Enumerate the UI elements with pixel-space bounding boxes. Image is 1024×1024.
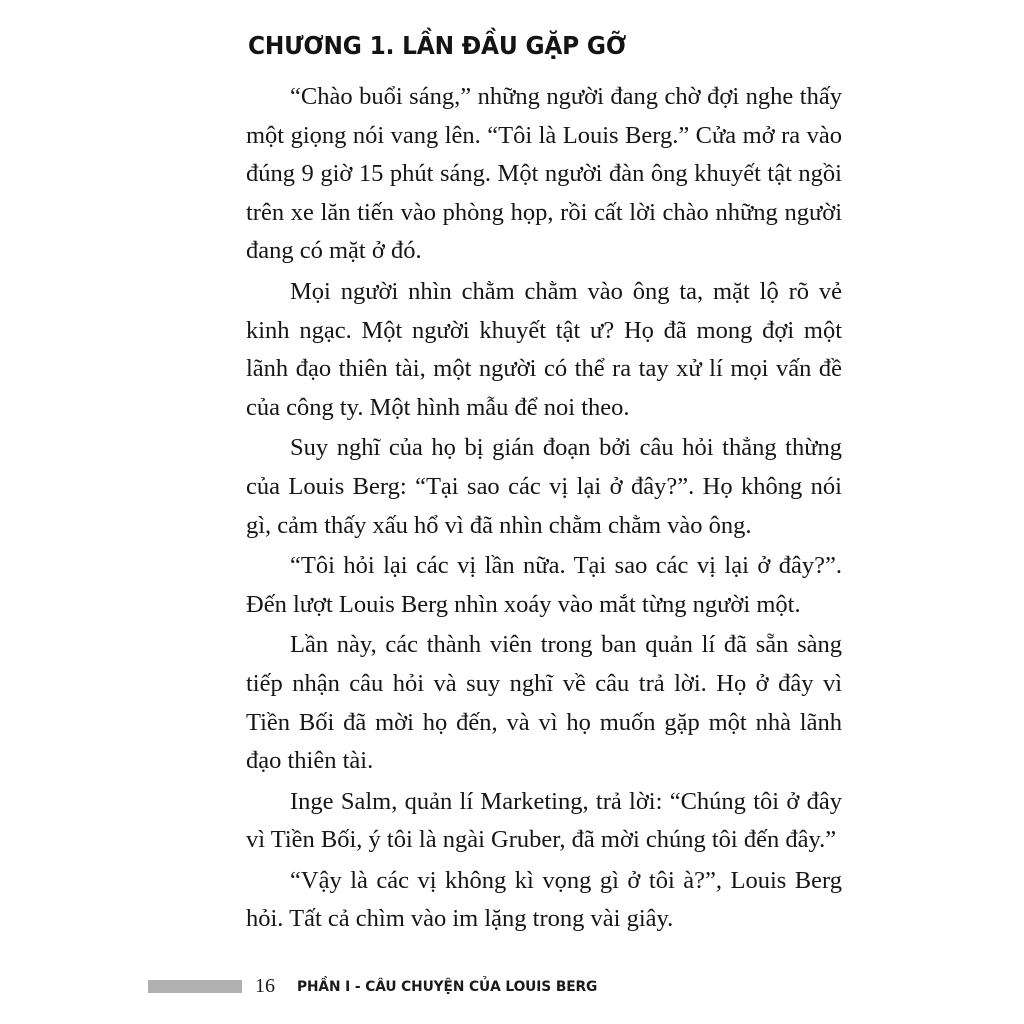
paragraph: “Vậy là các vị không kì vọng gì ở tôi à?”, Louis Berg hỏi. Tất cả chìm vào im lặng trong vài giây.: [246, 866, 842, 933]
page-footer: [148, 975, 613, 998]
footer-rule: [148, 980, 242, 993]
paragraph: “Chào buổi sáng,” những người đang chờ đợi nghe thấy một giọng nói vang lên. “Tôi là Louis Berg.” Cửa mở ra vào đúng 9 giờ 15 phút sáng. Một người đàn ông khuyết tật ngồi trên xe lăn tiến vào phòng họp, rồi cất lời chào những người đang có mặt ở đó.: [246, 83, 842, 265]
paragraph: Suy nghĩ của họ bị gián đoạn bởi câu hỏi thẳng thừng của Louis Berg: “Tại sao các vị lại ở đây?”. Họ không nói gì, cảm thấy xấu hổ vì đã nhìn chằm chằm vào ông.: [246, 434, 842, 539]
paragraph: “Tôi hỏi lại các vị lần nữa. Tại sao các vị lại ở đây?”. Đến lượt Louis Berg nhìn xoáy vào mắt từng người một.: [246, 552, 842, 618]
paragraph: Mọi người nhìn chằm chằm vào ông ta, mặt lộ rõ vẻ kinh ngạc. Một người khuyết tật ư? Họ đã mong đợi một lãnh đạo thiên tài, một người có thể ra tay xử lí mọi vấn đề của công ty. Một hình mẫu để noi theo.: [246, 277, 842, 421]
page-number: 16: [255, 975, 275, 997]
page-title: CHƯƠNG 1. LẦN ĐẦU GẶP GỠ: [248, 30, 626, 60]
footer-label: PHẦN I - CÂU CHUYỆN CỦA LOUIS BERG: [297, 978, 598, 995]
paragraph: Lần này, các thành viên trong ban quản lí đã sẵn sàng tiếp nhận câu hỏi và suy nghĩ về câu trả lời. Họ ở đây vì Tiền Bối đã mời họ đến, và vì họ muốn gặp một nhà lãnh đạo thiên tài.: [246, 631, 842, 775]
paragraph: Inge Salm, quản lí Marketing, trả lời: “Chúng tôi ở đây vì Tiền Bối, ý tôi là ngài Gruber, đã mời chúng tôi đến đây.”: [246, 787, 842, 854]
body-text: [246, 78, 842, 941]
